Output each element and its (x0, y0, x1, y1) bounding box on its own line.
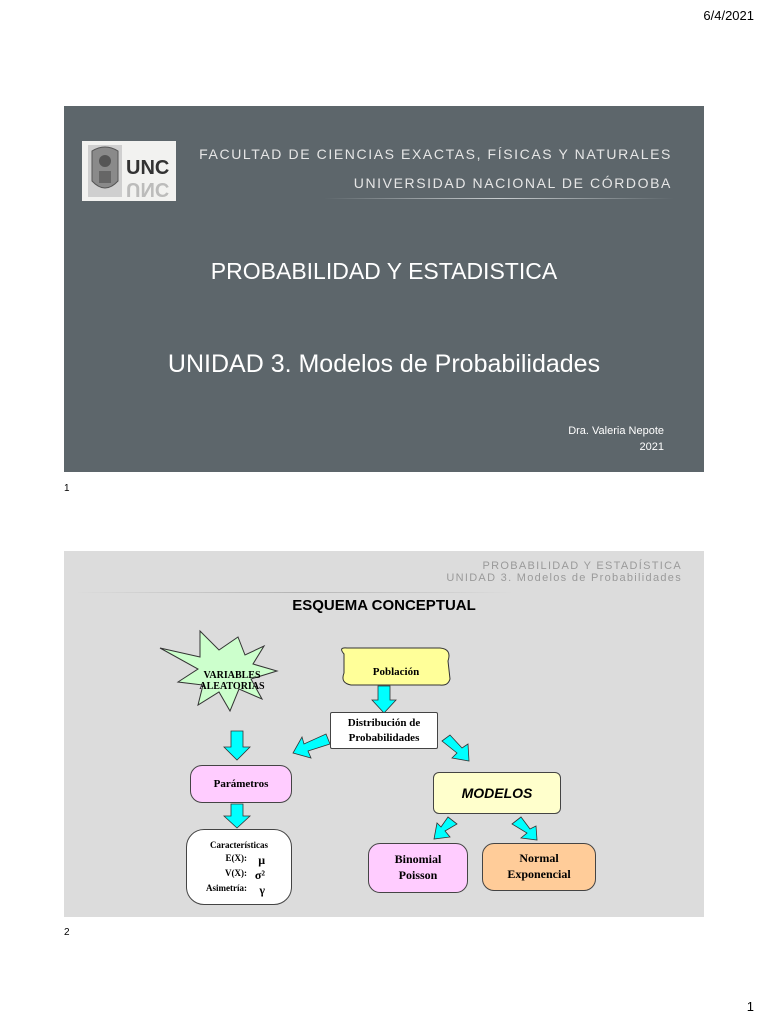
slide-2 (64, 551, 704, 917)
arrow-to-modelos (442, 735, 469, 761)
arrow-down-variables (224, 731, 250, 760)
slide-1 (64, 106, 704, 472)
diagram-title: ESQUEMA CONCEPTUAL (292, 597, 476, 614)
university-name: UNIVERSIDAD NACIONAL DE CÓRDOBA (353, 175, 672, 191)
faculty-name: FACULTAD DE CIENCIAS EXACTAS, FÍSICAS Y NATURALES (199, 146, 672, 162)
slide-number-2: 2 (64, 927, 70, 938)
author: Dra. Valeria Nepote (568, 425, 664, 437)
year: 2021 (639, 441, 664, 453)
page-number: 1 (746, 999, 754, 1014)
caract-row-variance: V(X): σ² (225, 868, 265, 882)
caract-row-skewness: Asimetría: γ (206, 883, 265, 897)
unit-title: UNIDAD 3. Modelos de Probabilidades (167, 350, 601, 378)
header-divider (324, 198, 674, 199)
arrow-to-parametros (293, 734, 330, 758)
discretos-box: Binomial Poisson (368, 843, 468, 893)
modelos-box: MODELOS (433, 772, 561, 814)
distribucion-box: Distribución de Probabilidades (330, 712, 438, 749)
unc-logo (82, 141, 176, 201)
arrow-down-poblacion (372, 686, 396, 713)
arrow-down-parametros (224, 804, 250, 828)
caracteristicas-title: Características (210, 840, 268, 850)
variables-label: VARIABLES ALEATORIAS (199, 670, 265, 692)
continuos-box: Normal Exponencial (482, 843, 596, 891)
print-date: 6/4/2021 (703, 8, 754, 23)
slide-number-1: 1 (64, 483, 70, 494)
caract-row-mean: E(X): μ (225, 853, 265, 867)
logo-text-reflection: UNC (126, 178, 170, 200)
header-unit: UNIDAD 3. Modelos de Probabilidades (446, 572, 682, 584)
arrow-to-continuos (512, 817, 537, 840)
arrow-to-discretos (434, 817, 457, 839)
parametros-box: Parámetros (190, 765, 292, 803)
logo-text: UNC (126, 157, 170, 179)
header-course: PROBABILIDAD Y ESTADÍSTICA (482, 560, 682, 572)
poblacion-label: Población (372, 665, 420, 678)
caracteristicas-box (186, 829, 292, 905)
course-title: PROBABILIDAD Y ESTADISTICA (210, 258, 558, 284)
